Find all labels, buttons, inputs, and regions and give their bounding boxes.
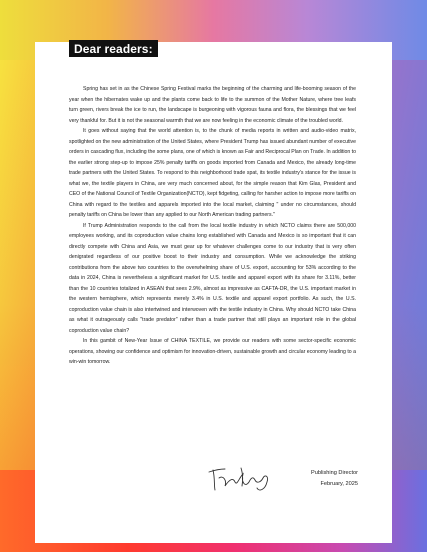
signoff-block [300,468,358,489]
letter-body [69,84,356,368]
heading-box [69,40,158,57]
handwritten-signature [205,460,277,494]
paragraph-4: In this gambit of New-Year Issue of CHINA TEXTILE, we provide our readers with some sector-specific economic operations, showing our confidence and optimism for innovation-driven, sustainable growth and circular economy leading to a win-win tomorrow. [69,338,356,365]
paragraph-3: If Trump Administration responds to the call from the local textile industry in which NCTO claims there are 500,000 employees working, and its coproduction value chains long established with Canada and Mexico is so important that it can directly compete with China and Asia, we must gear up for whatever challenges come to our industry that is very often denigrated regardless of our positive boost to their industry and consumption. While we acknowledge the striking contributions from the above two countries to the overwhelming share of U.S. export, accounting for 53% according to the data in 2024, China is nevertheless a significant market for U.S. textile and apparel export with its share for 3.11%, better than the 10 countries totalized in ASEAN that sees 2.9%, almost as impressive as CAFTA-DR, the U.S. important market in the western hemisphere, which represents merely 3.4% in U.S. textile and apparel export portfolio. As such, the U.S. coproduction value chain is also intertwined and interwoven with the textile industry in China. Why should NCTO take China as what it outrageously calls "trade predator" rather than a trade partner that still plays an important role in the global coproduction value chain? [69,222,356,334]
heading-text: Dear readers: [74,41,153,56]
paragraph-1: Spring has set in as the Chinese Spring Festival marks the beginning of the charming and life-booming season of the year when the hibernates wake up and the plants come back to life to the summon of the Mother Nature, where tree leafs turn green, rivers break the ice to run, the landscape is burgeoning with vigorous fauna and flora, the blessings that we feel very thankful for. But it is not the seasonal warmth that we are now feeling in the economic climate of the troubled world. [69,86,356,124]
signoff-date: February, 2025 [320,480,358,487]
signoff-role: Publishing Director [311,470,358,476]
paragraph-2: It goes without saying that the world attention is, to the chunk of media reports in written and audio-video matrix, spotlighted on the new administration of the United States, where President Trump has issued abundant number of executive orders in cascading flux, including the some plans, one of which is known as Fair and Reciprocal Plan on Trade. In addition to the earlier strong step-up to impose 25% penalty tariffs on goods imported from Canada and Mexico, the already long-time trade partners with the United States. To respond to this neighborhood trade spat, its textile industry's stance for the issue is what we, the textile players in China, are very much concerned about, for the simple reason that Kim Glas, President and CEO of the National Council of Textile Organization(NCTO), kept fidgeting, calling for harsher action to impose more tariffs on China with regard to the textiles and apparels imported into the local market, claiming " under no circumstances, should penalty tariffs on China be lower than any applied to our North American trading partners." [69,128,356,218]
